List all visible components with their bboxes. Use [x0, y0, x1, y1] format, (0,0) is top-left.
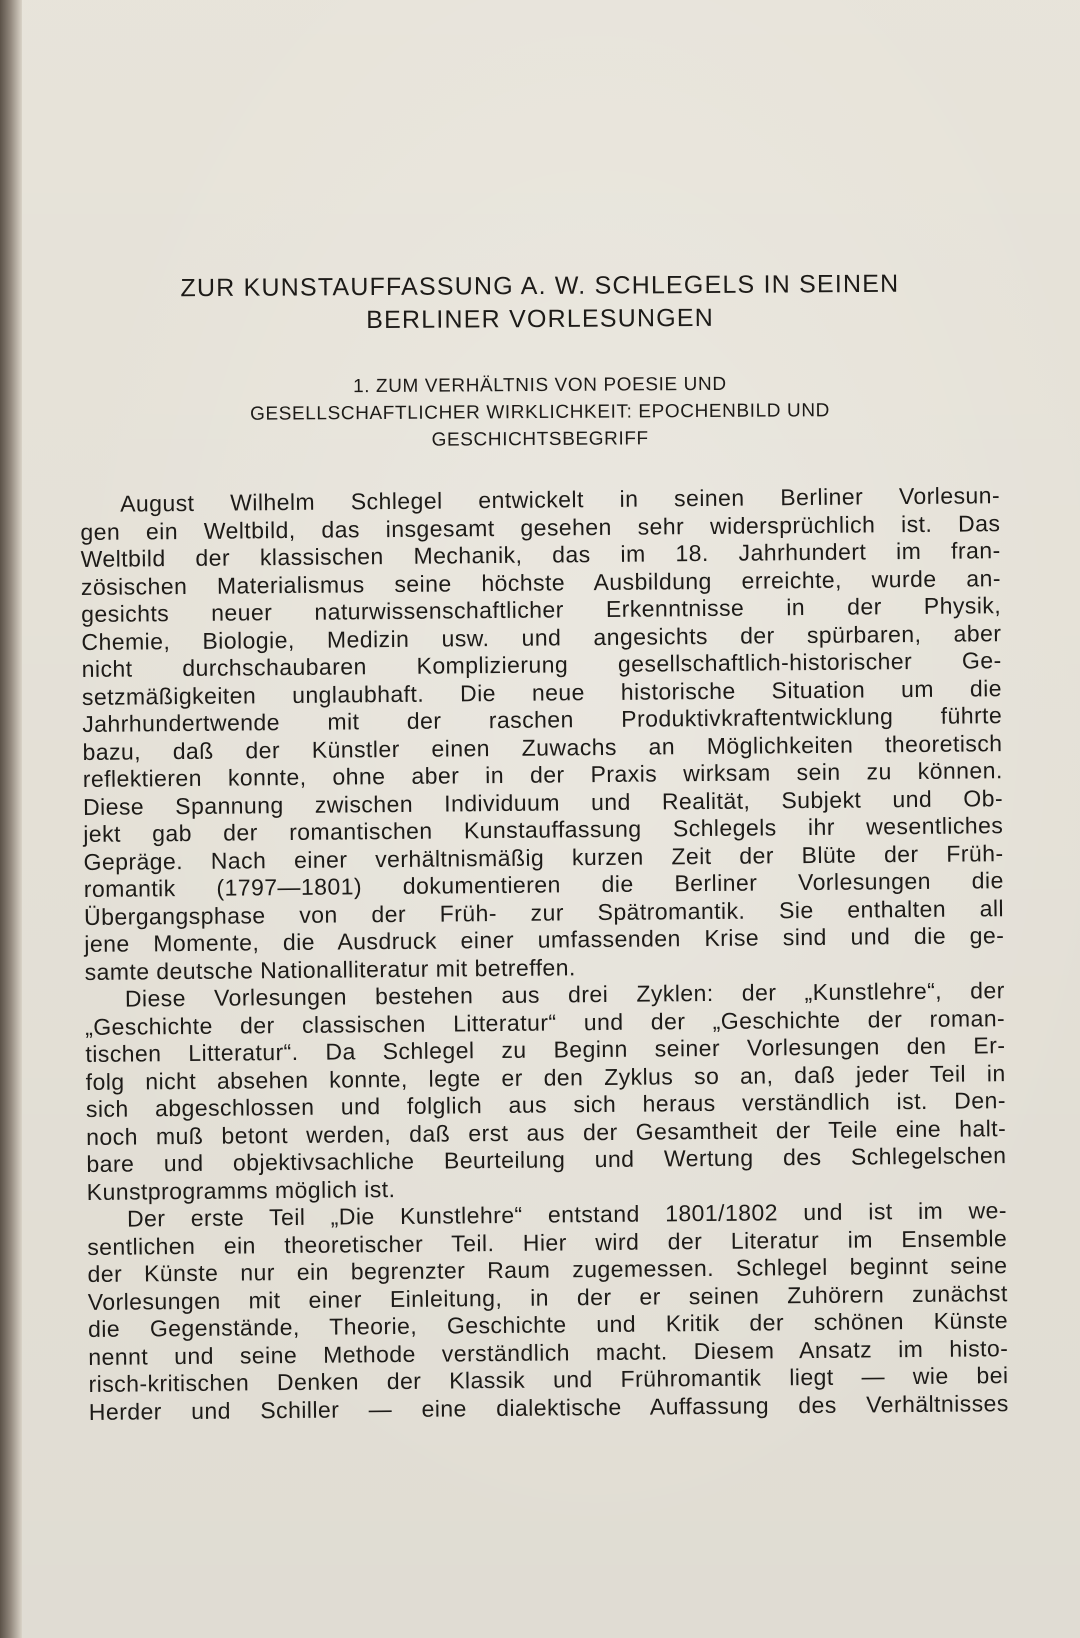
body-text-line: bare und objektivsachliche Beurteilung und Wertung des Schlegelschen	[86, 1142, 1007, 1177]
body-text-line: sentlichen ein theoretischer Teil. Hier wird der Literatur im Ensemble	[87, 1224, 1008, 1260]
body-text-line: Diese Spannung zwischen Individuum und Realität, Subjekt und Ob-	[82, 784, 1004, 820]
body-text-line: samte deutsche Nationalliteratur mit betreffen.	[84, 953, 576, 985]
body-text-line: folg nicht absehen konnte, legte er den Zyklus so an, daß jeder Teil in	[85, 1059, 1006, 1095]
body-text-line: Chemie, Biologie, Medizin usw. und angesichts der spürbaren, aber	[81, 619, 1002, 655]
body-text-line: nennt und seine Methode verständlich macht. Diesem Ansatz im histo-	[88, 1334, 1009, 1370]
body-text-line: August Wilhelm Schlegel entwickelt in seinen Berliner Vorlesun-	[119, 482, 1001, 517]
body-text-line: Herder und Schiller — eine dialektische Auffassung des Verhältnisses	[88, 1389, 1009, 1425]
body-text	[80, 482, 1009, 1426]
body-text-line: Jahrhundertwende mit der raschen Produktivkraftentwicklung führte	[82, 702, 1003, 737]
body-text-line: nicht durchschaubaren Komplizierung gesellschaftlich-historischer Ge-	[81, 647, 1002, 682]
article-title-line: BERLINER VORLESUNGEN	[366, 303, 715, 335]
body-text-line: Übergangsphase von der Früh- zur Spätromantik. Sie enthalten all	[83, 894, 1005, 930]
body-text-line: bazu, daß der Künstler einen Zuwachs an Möglichkeiten theoretisch	[82, 729, 1003, 765]
article-title	[80, 267, 1000, 339]
body-text-line: der Künste nur ein begrenzter Raum zugemessen. Schlegel beginnt seine	[87, 1252, 1008, 1287]
body-text-line: Kunstprogramms möglich ist.	[86, 1175, 396, 1205]
body-text-line: sich abgeschlossen und folglich aus sich heraus verständlich ist. Den-	[85, 1087, 1007, 1122]
body-text-line: zösischen Materialismus seine höchste Ausbildung erreichte, wurde an-	[80, 564, 1001, 600]
body-text-line: Weltbild der klassischen Mechanik, das im 18. Jahrhundert im fran-	[80, 537, 1001, 572]
body-text-line: „Geschichte der classischen Litteratur“ und der „Geschichte der roman-	[85, 1004, 1006, 1040]
body-text-line: Der erste Teil „Die Kunstlehre“ entstand 1801/1802 und ist im we-	[126, 1197, 1008, 1232]
body-text-line: romantik (1797—1801) dokumentieren die Berliner Vorlesungen die	[83, 867, 1004, 902]
body-text-line: reflektieren konnte, ohne aber in der Praxis wirksam sein zu können.	[82, 757, 1003, 792]
body-text-line: die Gegenstände, Theorie, Geschichte und Kritik der schönen Künste	[87, 1307, 1009, 1342]
body-text-line: setzmäßigkeiten unglaubhaft. Die neue historische Situation um die	[81, 674, 1003, 710]
body-text-line: Gepräge. Nach einer verhältnismäßig kurzen Zeit der Blüte der Früh-	[83, 839, 1004, 875]
body-text-line: jekt gab der romantischen Kunstauffassung Schlegels ihr wesentliches	[83, 812, 1004, 847]
body-text-line: risch-kritischen Denken der Klassik und Frühromantik liegt — wie bei	[88, 1362, 1009, 1397]
body-text-line: gesichts neuer naturwissenschaftlicher Erkenntnisse in der Physik,	[81, 592, 1002, 627]
page-content	[80, 269, 1009, 1426]
body-text-line: tischen Litteratur“. Da Schlegel zu Beginn seiner Vorlesungen den Er-	[85, 1032, 1006, 1067]
section-heading-line: GESELLSCHAFTLICHER WIRKLICHKEIT: EPOCHENBILD UND	[249, 400, 831, 425]
book-spine-shadow	[0, 0, 22, 1638]
section-heading	[80, 369, 1000, 456]
section-heading-line: GESCHICHTSBEGRIFF	[431, 428, 649, 451]
body-text-line: Vorlesungen mit einer Einleitung, in der er seinen Zuhörern zunächst	[87, 1279, 1008, 1315]
article-title-line: ZUR KUNSTAUFFASSUNG A. W. SCHLEGELS IN SEINEN	[180, 269, 900, 303]
body-text-line: jene Momente, die Ausdruck einer umfassenden Krise sind und die ge-	[84, 922, 1005, 957]
section-heading-line: 1. ZUM VERHÄLTNIS VON POESIE UND	[352, 373, 727, 398]
body-text-line: Diese Vorlesungen bestehen aus drei Zyklen: der „Kunstlehre“, der	[124, 977, 1005, 1012]
body-text-line: gen ein Weltbild, das insgesamt gesehen sehr widersprüchlich ist. Das	[80, 509, 1001, 545]
body-text-line: noch muß betont werden, daß erst aus der Gesamtheit der Teile eine halt-	[86, 1114, 1007, 1150]
